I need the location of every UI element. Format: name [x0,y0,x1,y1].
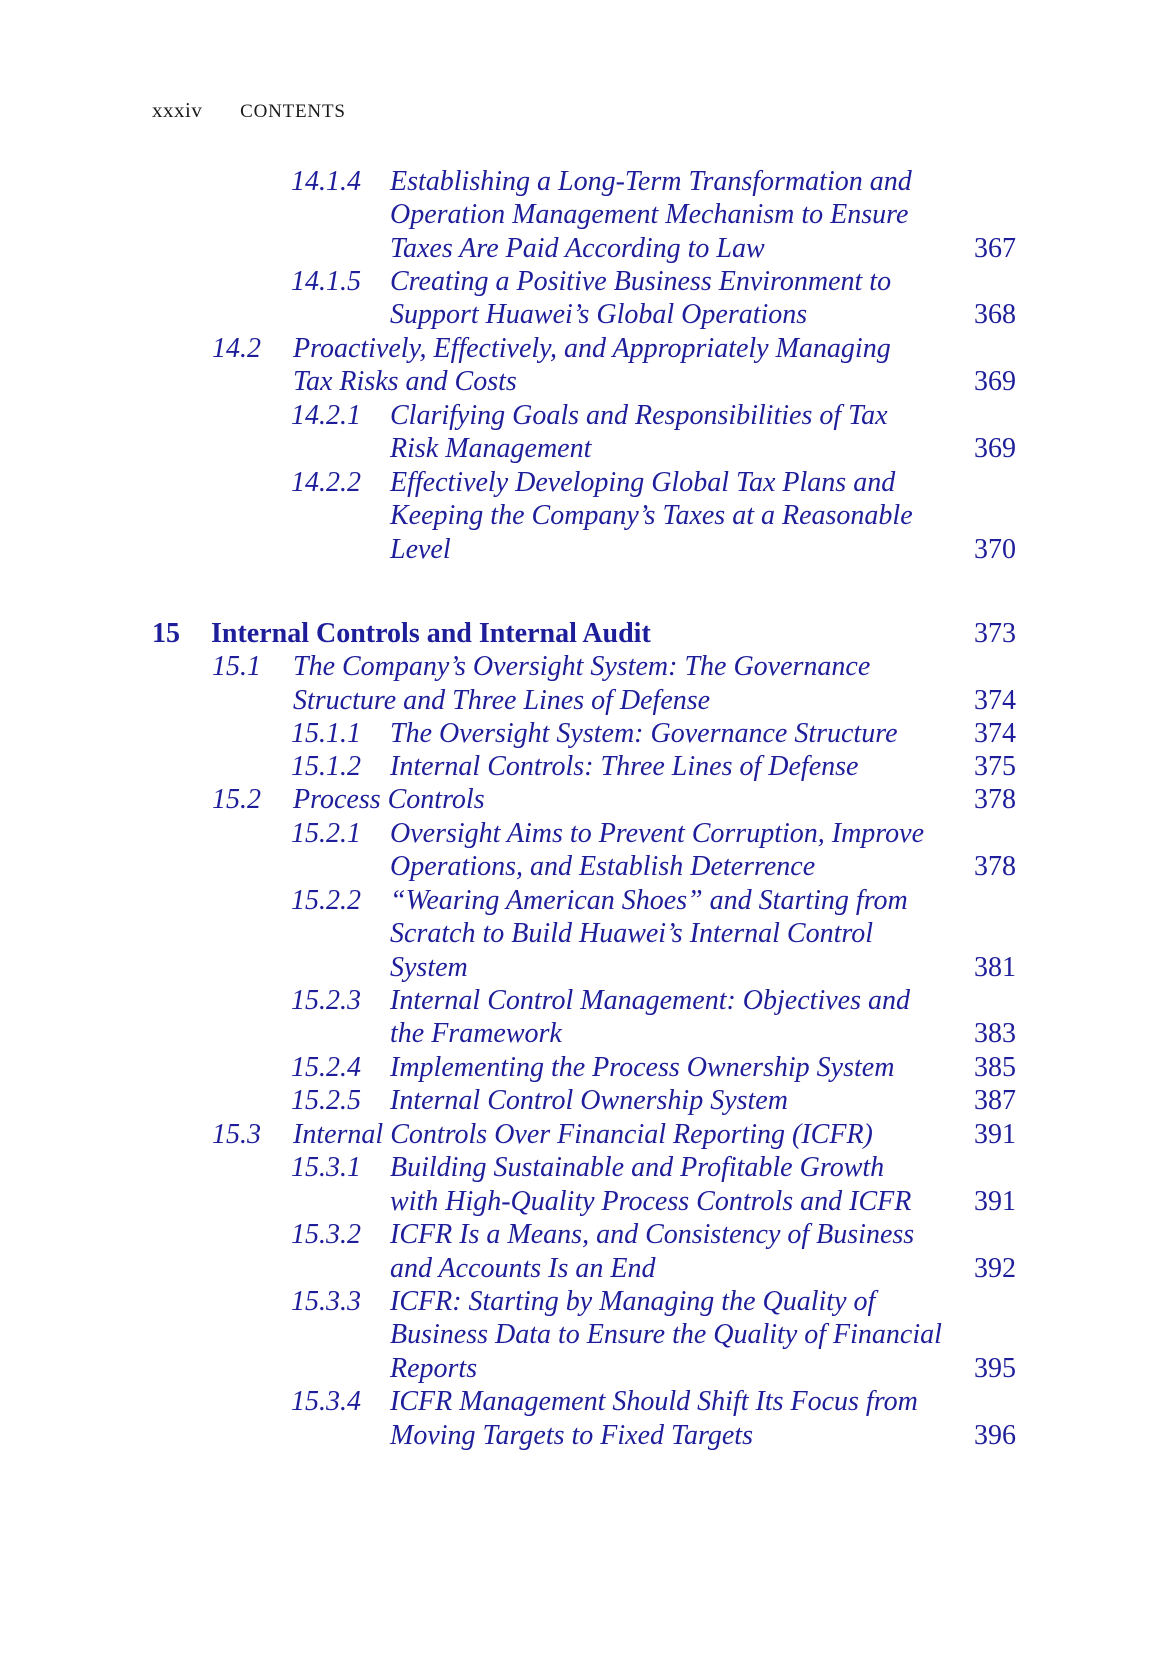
section-title-line: Structure and Three Lines of Defense [293,685,711,716]
page-ref: 383 [974,1018,1016,1049]
toc-entry-15-2-5[interactable] [0,1084,1166,1118]
section-title-line: Implementing the Process Ownership System [390,1052,895,1083]
section-title-line: Level [390,534,451,565]
toc-entry-continuation [0,951,1166,985]
chapter-number: 15 [152,618,180,649]
toc-entry-14-1-5[interactable] [0,265,1166,299]
section-number: 15.2.4 [291,1052,361,1083]
page-ref: 369 [974,366,1016,397]
section-title-line: Operations, and Establish Deterrence [390,851,816,882]
section-number: 15.2.2 [291,885,361,916]
page-number: xxxiv [152,98,203,122]
page-ref: 381 [974,952,1016,983]
toc-entry-14-2[interactable] [0,332,1166,366]
section-number: 15.3.2 [291,1219,361,1250]
section-title-line: with High-Quality Process Controls and ICFR [390,1186,912,1217]
toc-entry-15-3-4[interactable] [0,1385,1166,1419]
section-number: 15.2.3 [291,985,361,1016]
section-title-line: Internal Controls: Three Lines of Defense [390,751,859,782]
toc-entry-continuation [0,1352,1166,1386]
section-title-line: the Framework [390,1018,562,1049]
page-ref: 392 [974,1253,1016,1284]
section-number: 15.2.5 [291,1085,361,1116]
section-title-line: Tax Risks and Costs [293,366,517,397]
toc-entry-continuation [0,684,1166,718]
toc-entry-15-2-3[interactable] [0,984,1166,1018]
toc-entry-continuation [0,499,1166,533]
page-title: CONTENTS [240,101,346,122]
page-ref: 375 [974,751,1016,782]
section-title-line: Internal Control Management: Objectives and [390,985,910,1016]
section-number: 14.1.5 [291,266,361,297]
toc-entry-continuation [0,1185,1166,1219]
toc-entry-continuation [0,850,1166,884]
toc-entry-continuation [0,1419,1166,1453]
toc-entry-14-2-1[interactable] [0,399,1166,433]
toc-entry-continuation [0,1252,1166,1286]
section-number: 15.3 [212,1119,261,1150]
section-title-line: Risk Management [390,433,592,464]
page-ref: 373 [974,618,1016,649]
section-title-line: Effectively Developing Global Tax Plans and [390,467,896,498]
section-title-line: Taxes Are Paid According to Law [390,233,765,264]
section-title-line: Process Controls [293,784,485,815]
chapter-title: Internal Controls and Internal Audit [211,618,651,649]
section-number: 15.3.4 [291,1386,361,1417]
toc-entry-continuation [0,232,1166,266]
section-title-line: “Wearing American Shoes” and Starting from [390,885,908,916]
section-title-line: The Oversight System: Governance Structure [390,718,898,749]
section-number: 14.2.1 [291,400,361,431]
section-number: 15.3.3 [291,1286,361,1317]
toc-chapter-15[interactable] [0,617,1166,651]
page-ref: 396 [974,1420,1016,1451]
page-ref: 395 [974,1353,1016,1384]
section-number: 14.2.2 [291,467,361,498]
section-title-line: Support Huawei’s Global Operations [390,299,808,330]
section-title-line: Reports [390,1353,478,1384]
toc-entry-continuation [0,1017,1166,1051]
section-title-line: The Company’s Oversight System: The Governance [293,651,871,682]
section-number: 14.1.4 [291,166,361,197]
section-number: 15.3.1 [291,1152,361,1183]
section-number: 15.1 [212,651,261,682]
page-ref: 387 [974,1085,1016,1116]
page-ref: 385 [974,1052,1016,1083]
section-title-line: Operation Management Mechanism to Ensure [390,199,909,230]
page-ref: 369 [974,433,1016,464]
toc-entry-continuation [0,533,1166,567]
section-title-line: ICFR Is a Means, and Consistency of Business [390,1219,915,1250]
toc-entry-15-3-3[interactable] [0,1285,1166,1319]
toc-entry-15-3-2[interactable] [0,1218,1166,1252]
section-title-line: System [390,952,468,983]
page-ref: 374 [974,718,1016,749]
toc-entry-15-3[interactable] [0,1118,1166,1152]
page-ref: 378 [974,784,1016,815]
section-title-line: Oversight Aims to Prevent Corruption, Improve [390,818,925,849]
toc-entry-15-1[interactable] [0,650,1166,684]
toc-entry-15-1-2[interactable] [0,750,1166,784]
section-title-line: Internal Control Ownership System [390,1085,788,1116]
section-title-line: Scratch to Build Huawei’s Internal Control [390,918,873,949]
toc-entry-15-2-2[interactable] [0,884,1166,918]
toc-entry-continuation [0,917,1166,951]
page-ref: 374 [974,685,1016,716]
section-title-line: Keeping the Company’s Taxes at a Reasonable [390,500,913,531]
section-title-line: and Accounts Is an End [390,1253,656,1284]
toc-entry-15-2-1[interactable] [0,817,1166,851]
toc-entry-15-1-1[interactable] [0,717,1166,751]
toc-entry-continuation [0,432,1166,466]
toc-entry-continuation [0,198,1166,232]
section-title-line: Clarifying Goals and Responsibilities of Tax [390,400,888,431]
section-title-line: ICFR Management Should Shift Its Focus from [390,1386,918,1417]
section-number: 15.2 [212,784,261,815]
page-ref: 391 [974,1119,1016,1150]
section-title-line: ICFR: Starting by Managing the Quality of [390,1286,876,1317]
page-ref: 391 [974,1186,1016,1217]
toc-entry-15-3-1[interactable] [0,1151,1166,1185]
section-title-line: Creating a Positive Business Environment to [390,266,892,297]
page-ref: 370 [974,534,1016,565]
toc-entry-14-1-4[interactable] [0,165,1166,199]
section-title-line: Proactively, Effectively, and Appropriately Managing [293,333,891,364]
section-number: 15.2.1 [291,818,361,849]
section-title-line: Internal Controls Over Financial Reporting (ICFR) [293,1119,873,1150]
toc-entry-15-2[interactable] [0,783,1166,817]
section-title-line: Establishing a Long-Term Transformation and [390,166,912,197]
page-ref: 367 [974,233,1016,264]
section-number: 15.1.1 [291,718,361,749]
section-title-line: Business Data to Ensure the Quality of Financial [390,1319,942,1350]
toc-entry-continuation [0,298,1166,332]
section-title-line: Moving Targets to Fixed Targets [390,1420,753,1451]
page-ref: 368 [974,299,1016,330]
toc-entry-continuation [0,1318,1166,1352]
toc-entry-15-2-4[interactable] [0,1051,1166,1085]
section-number: 14.2 [212,333,261,364]
page-ref: 378 [974,851,1016,882]
toc-entry-14-2-2[interactable] [0,466,1166,500]
toc-entry-continuation [0,365,1166,399]
section-title-line: Building Sustainable and Profitable Growth [390,1152,885,1183]
section-number: 15.1.2 [291,751,361,782]
